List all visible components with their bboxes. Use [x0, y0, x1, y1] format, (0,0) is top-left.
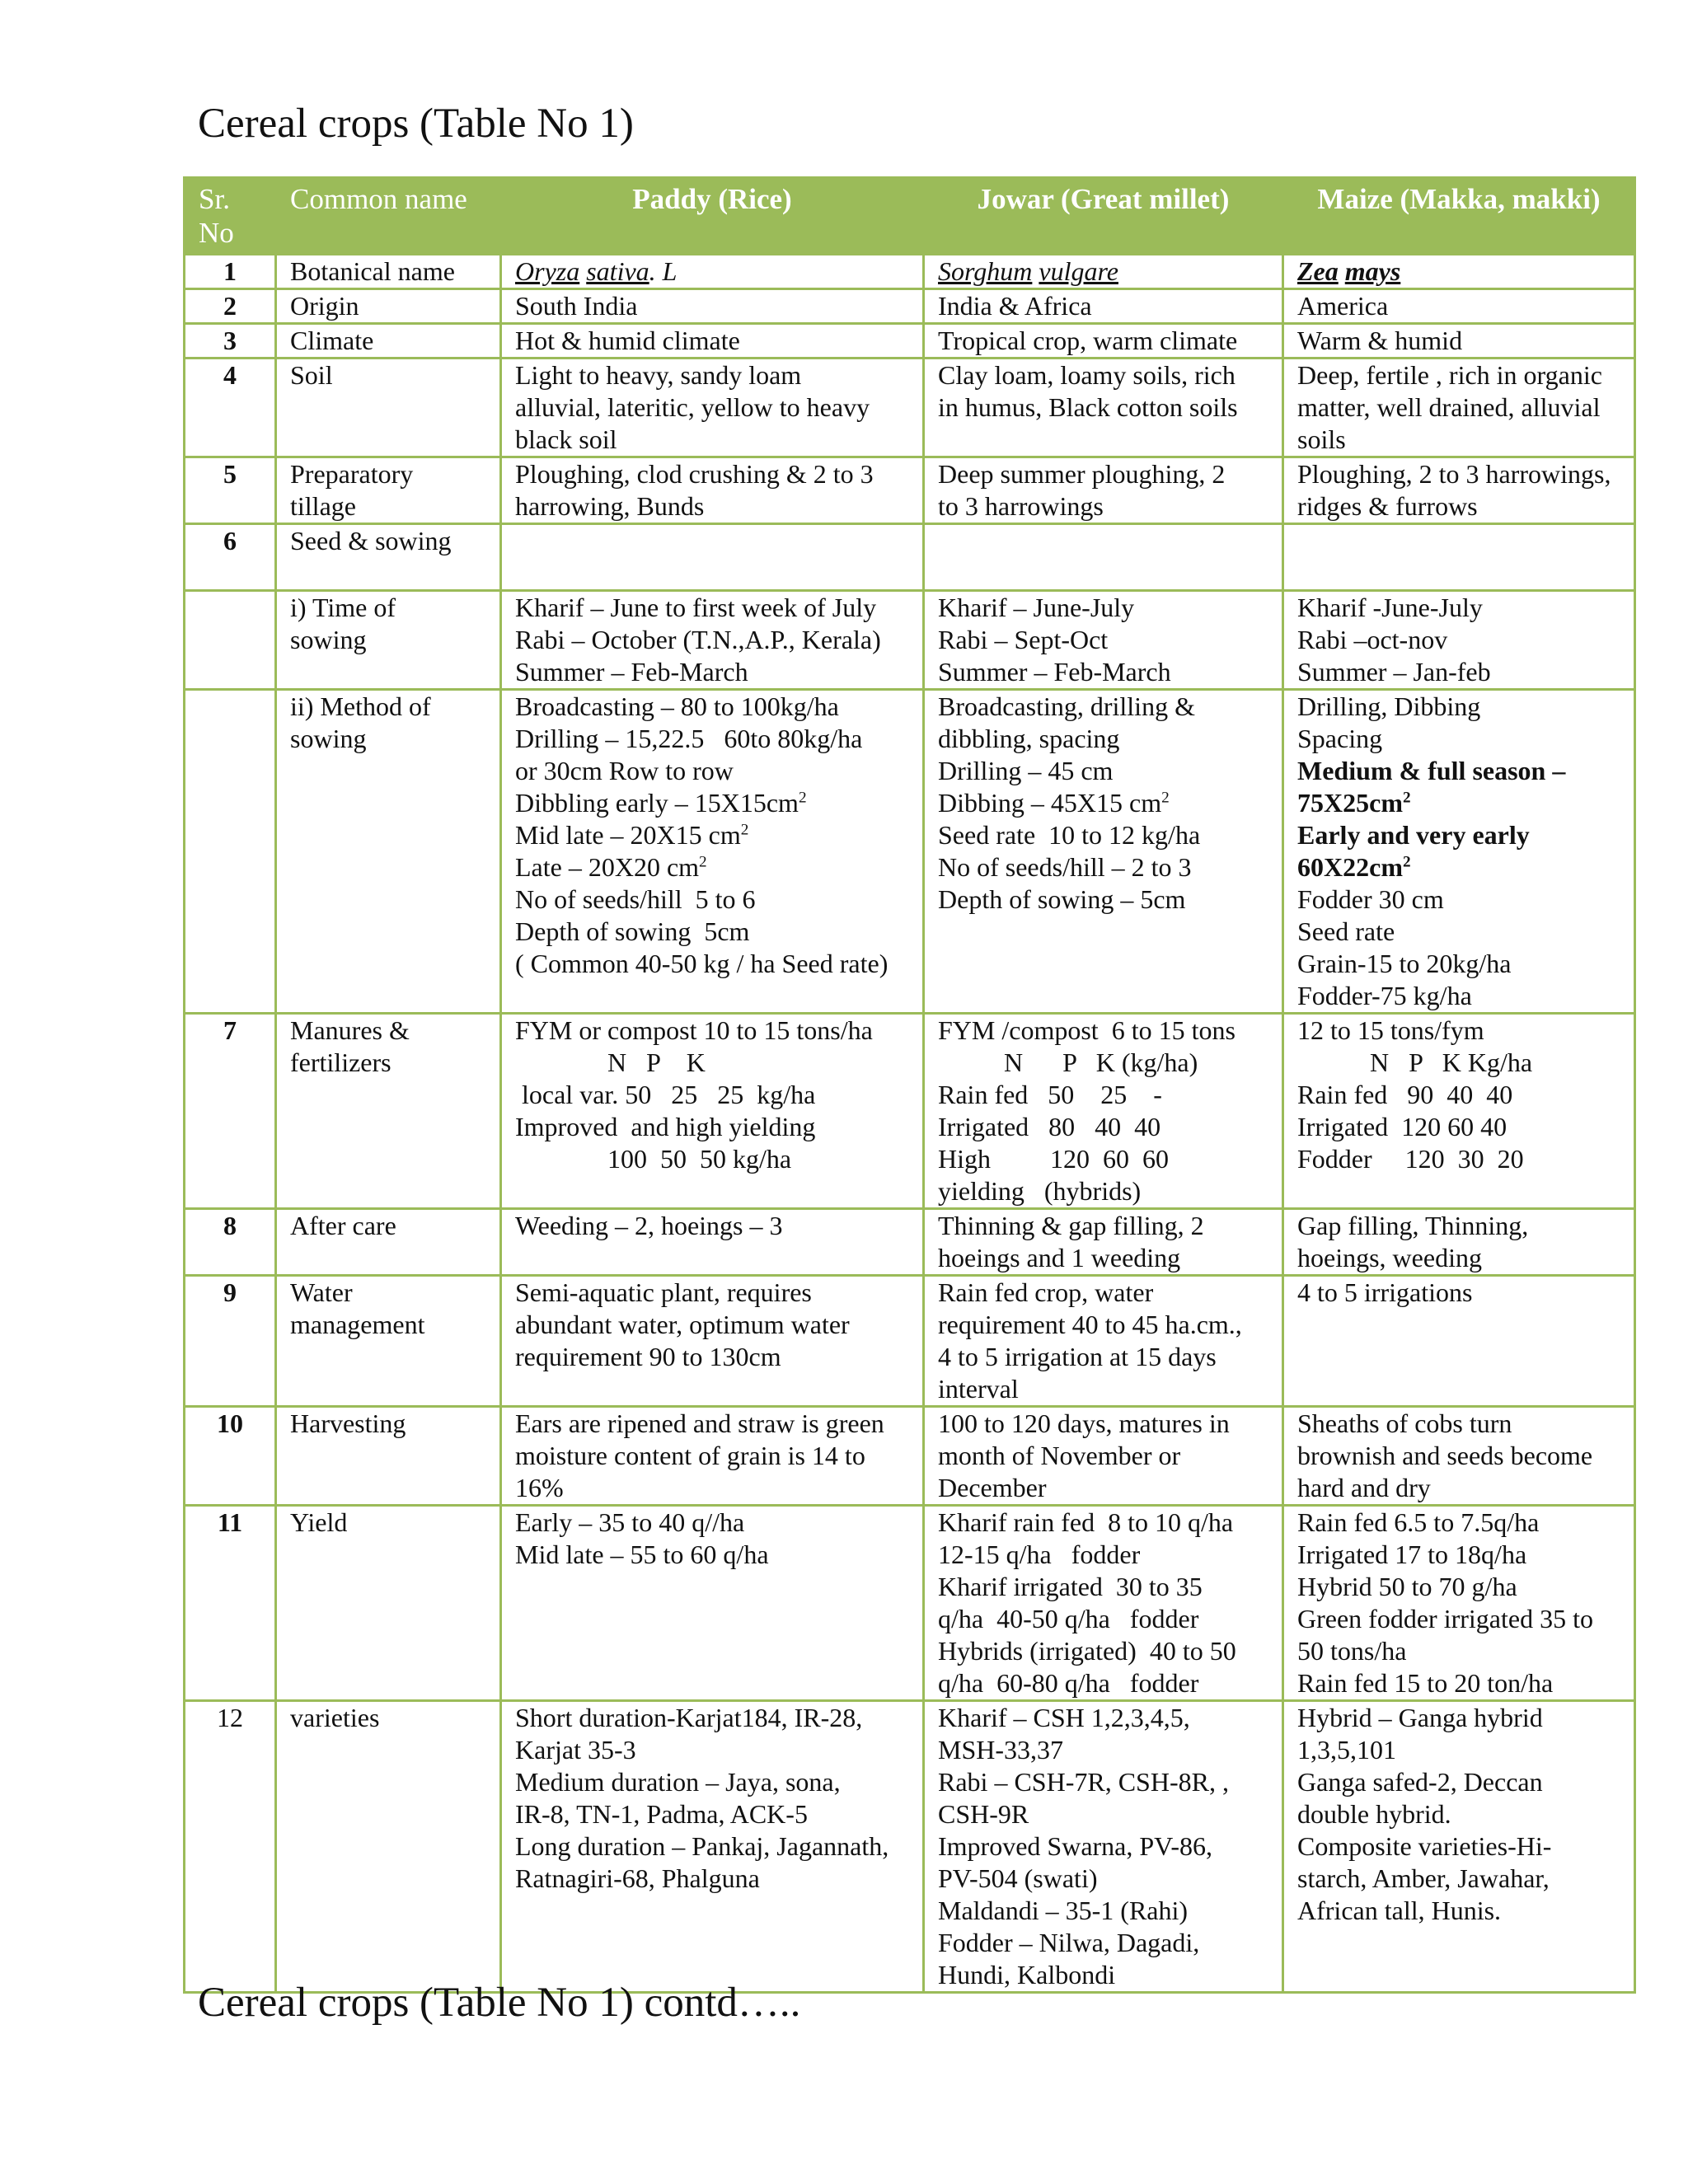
cell-line: management [290, 1310, 425, 1339]
row-number: 7 [185, 1014, 276, 1209]
cell-line: Karjat 35-3 [515, 1735, 636, 1765]
cell-line: N P K [515, 1047, 706, 1077]
cell-line: Gap filling, Thinning, [1297, 1211, 1529, 1240]
cell-line: Irrigated 80 40 40 [938, 1112, 1161, 1141]
cell-line: 1,3,5,101 [1297, 1735, 1396, 1765]
cell-line: sowing [290, 625, 367, 654]
row-label: Origin [276, 289, 501, 324]
cell-line: month of November or [938, 1441, 1181, 1470]
cell-line: Hybrid 50 to 70 g/ha [1297, 1572, 1517, 1601]
cell-line: Sheaths of cobs turn [1297, 1408, 1512, 1438]
cell-maize [1283, 1506, 1635, 1701]
cell-line: CSH-9R [938, 1799, 1029, 1829]
cell-jowar: Tropical crop, warm climate [924, 324, 1283, 359]
cell-line: Kharif rain fed 8 to 10 q/ha [938, 1507, 1234, 1537]
cell-maize [1283, 255, 1635, 289]
cell-line: Broadcasting – 80 to 100kg/ha [515, 691, 839, 721]
cell-line: Rain fed 90 40 40 [1297, 1080, 1513, 1109]
cell-line: dibbling, spacing [938, 724, 1120, 753]
superscript: 2 [1402, 789, 1411, 807]
row-number: 6 [185, 524, 276, 591]
page-title: Cereal crops (Table No 1) [198, 101, 634, 147]
row-label: After care [276, 1209, 501, 1276]
cell-line: matter, well drained, alluvial [1297, 392, 1601, 422]
cell-line: Rain fed 15 to 20 ton/ha [1297, 1668, 1554, 1698]
row-label: Seed & sowing [276, 524, 501, 591]
cell-line: yielding (hybrids) [938, 1176, 1142, 1206]
cell-line: Ploughing, clod crushing & 2 to 3 [515, 459, 874, 489]
header-paddy: Paddy (Rice) [501, 178, 924, 255]
cell-line: requirement 90 to 130cm [515, 1342, 781, 1371]
cell-line: starch, Amber, Jawahar, [1297, 1863, 1550, 1893]
cell-line: Medium & full season – [1297, 756, 1566, 785]
table-row [185, 457, 1635, 524]
cell-line: Summer – Feb-March [515, 657, 748, 687]
cell-line: tillage [290, 491, 356, 521]
row-label: varieties [276, 1701, 501, 1993]
cell-line: 100 50 50 kg/ha [515, 1144, 792, 1174]
cell-line: 4 to 5 irrigation at 15 days [938, 1342, 1217, 1371]
cell-maize [1283, 591, 1635, 690]
cell-line: No of seeds/hill – 2 to 3 [938, 852, 1192, 882]
row-label: Soil [276, 359, 501, 457]
cell-jowar [924, 1506, 1283, 1701]
cell-paddy: Hot & humid climate [501, 324, 924, 359]
cell-line: in humus, Black cotton soils [938, 392, 1238, 422]
cell-line: Spacing [1297, 724, 1383, 753]
cell-maize: America [1283, 289, 1635, 324]
cell-line: Composite varieties-Hi- [1297, 1831, 1552, 1861]
line-text: Mid late – 20X15 cm [515, 820, 741, 850]
cell-line: Drilling – 15,22.5 60to 80kg/ha [515, 724, 863, 753]
cell-maize: 4 to 5 irrigations [1283, 1276, 1635, 1407]
cell-line: Mid late – 55 to 60 q/ha [515, 1540, 769, 1569]
cell-maize [1283, 457, 1635, 524]
cell-line [515, 819, 909, 851]
cell-jowar [924, 1209, 1283, 1276]
cell-jowar [924, 457, 1283, 524]
cell-maize [1283, 524, 1635, 591]
table-row [185, 524, 1635, 591]
row-number: 2 [185, 289, 276, 324]
header-sr-no: Sr. No [185, 178, 276, 255]
cell-line: Rain fed 50 25 - [938, 1080, 1162, 1109]
row-number: 1 [185, 255, 276, 289]
line-text: 60X22cm [1297, 852, 1403, 882]
line-text: Late – 20X20 cm [515, 852, 700, 882]
cell-line: moisture content of grain is 14 to [515, 1441, 865, 1470]
cell-line: Hybrid – Ganga hybrid [1297, 1703, 1543, 1732]
cell-line: Irrigated 17 to 18q/ha [1297, 1540, 1527, 1569]
cell-line: Short duration-Karjat184, IR-28, [515, 1703, 863, 1732]
cell-maize [1283, 690, 1635, 1014]
cell-paddy [501, 591, 924, 690]
table-row [185, 1407, 1635, 1506]
cell-line: Depth of sowing 5cm [515, 916, 750, 946]
table-row [185, 1209, 1635, 1276]
row-label: Harvesting [276, 1407, 501, 1506]
cell-line: Manures & [290, 1015, 410, 1045]
cell-jowar [924, 1276, 1283, 1407]
cell-line: 12-15 q/ha fodder [938, 1540, 1141, 1569]
cell-line: High 120 60 60 [938, 1144, 1169, 1174]
cell-line: December [938, 1473, 1047, 1502]
table-row [185, 591, 1635, 690]
superscript: 2 [740, 821, 749, 839]
superscript: 2 [699, 853, 707, 871]
cell-line: Fodder 30 cm [1297, 884, 1444, 914]
cell-line: Early – 35 to 40 q//ha [515, 1507, 745, 1537]
row-label [276, 457, 501, 524]
row-label [276, 591, 501, 690]
cell-line: Deep, fertile , rich in organic [1297, 360, 1602, 390]
row-number: 11 [185, 1506, 276, 1701]
cell-line: Kharif – CSH 1,2,3,4,5, [938, 1703, 1190, 1732]
cell-line: Deep summer ploughing, 2 [938, 459, 1226, 489]
cell-line: Seed rate [1297, 916, 1395, 946]
cell-line: Summer – Jan-feb [1297, 657, 1491, 687]
row-number: 3 [185, 324, 276, 359]
line-text: Dibbing – 45X15 cm [938, 788, 1162, 818]
cell-line: Improved Swarna, PV-86, [938, 1831, 1212, 1861]
cell-line: Rain fed 6.5 to 7.5q/ha [1297, 1507, 1540, 1537]
cell-line: Ears are ripened and straw is green [515, 1408, 884, 1438]
cell-line [515, 851, 909, 883]
genus-text: Sorghum [938, 256, 1033, 286]
cell-line: Green fodder irrigated 35 to [1297, 1604, 1593, 1633]
table-row [185, 324, 1635, 359]
cell-paddy [501, 359, 924, 457]
cell-paddy: Weeding – 2, hoeings – 3 [501, 1209, 924, 1276]
cereal-crops-table [183, 176, 1636, 1994]
row-number [185, 591, 276, 690]
species-text: sativa [586, 256, 649, 286]
cell-maize [1283, 1014, 1635, 1209]
cell-jowar [924, 1014, 1283, 1209]
table-row [185, 1276, 1635, 1407]
cell-line: MSH-33,37 [938, 1735, 1064, 1765]
superscript: 2 [798, 789, 807, 807]
cell-line: double hybrid. [1297, 1799, 1451, 1829]
cell-line: Rabi –oct-nov [1297, 625, 1448, 654]
cell-line: African tall, Hunis. [1297, 1896, 1502, 1925]
cell-line: Rabi – October (T.N.,A.P., Kerala) [515, 625, 881, 654]
cell-line: abundant water, optimum water [515, 1310, 850, 1339]
cell-maize [1283, 1407, 1635, 1506]
species-text: vulgare [1039, 256, 1118, 286]
cell-line: hoeings, weeding [1297, 1243, 1482, 1272]
row-label: Yield [276, 1506, 501, 1701]
row-number [185, 690, 276, 1014]
cell-line: Depth of sowing – 5cm [938, 884, 1186, 914]
cell-line: Rain fed crop, water [938, 1277, 1154, 1307]
line-text: 75X25cm [1297, 788, 1403, 818]
table-row [185, 255, 1635, 289]
cell-jowar [924, 1407, 1283, 1506]
cell-jowar [924, 359, 1283, 457]
cell-paddy [501, 690, 924, 1014]
cell-line: Maldandi – 35-1 (Rahi) [938, 1896, 1189, 1925]
cell-line: Hundi, Kalbondi [938, 1960, 1116, 1990]
cell-line: Irrigated 120 60 40 [1297, 1112, 1507, 1141]
table-row [185, 1701, 1635, 1993]
cell-line: ( Common 40-50 kg / ha Seed rate) [515, 949, 889, 978]
cell-line: black soil [515, 424, 617, 454]
cell-line: Broadcasting, drilling & [938, 691, 1195, 721]
cell-line [515, 787, 909, 819]
cell-paddy [501, 1014, 924, 1209]
cell-paddy [501, 255, 924, 289]
cell-line: harrowing, Bunds [515, 491, 705, 521]
header-jowar: Jowar (Great millet) [924, 178, 1283, 255]
line-text: Dibbling early – 15X15cm [515, 788, 799, 818]
cell-line: sowing [290, 724, 367, 753]
cell-jowar: India & Africa [924, 289, 1283, 324]
cell-paddy [501, 1407, 924, 1506]
cell-line: q/ha 40-50 q/ha fodder [938, 1604, 1199, 1633]
row-label [276, 690, 501, 1014]
cell-paddy [501, 1701, 924, 1993]
cell-line: Fodder-75 kg/ha [1297, 981, 1472, 1010]
cell-line: i) Time of [290, 593, 396, 622]
cell-line: Preparatory [290, 459, 414, 489]
cell-line: N P K (kg/ha) [938, 1047, 1198, 1077]
cell-line: 16% [515, 1473, 564, 1502]
row-number: 4 [185, 359, 276, 457]
header-maize: Maize (Makka, makki) [1283, 178, 1635, 255]
cell-line: alluvial, lateritic, yellow to heavy [515, 392, 870, 422]
cell-line: Seed rate 10 to 12 kg/ha [938, 820, 1201, 850]
row-number: 5 [185, 457, 276, 524]
cell-line: q/ha 60-80 q/ha fodder [938, 1668, 1199, 1698]
cell-line: Light to heavy, sandy loam [515, 360, 802, 390]
cell-line: hoeings and 1 weeding [938, 1243, 1181, 1272]
cell-maize [1283, 1209, 1635, 1276]
cell-line: Water [290, 1277, 353, 1307]
cell-line: Hybrids (irrigated) 40 to 50 [938, 1636, 1236, 1666]
cell-line: Kharif irrigated 30 to 35 [938, 1572, 1203, 1601]
cell-line: Kharif – June to first week of July [515, 593, 877, 622]
cell-jowar [924, 591, 1283, 690]
cell-line [938, 787, 1268, 819]
cell-line: ridges & furrows [1297, 491, 1478, 521]
cell-line: Fodder – Nilwa, Dagadi, [938, 1928, 1200, 1957]
cell-line: or 30cm Row to row [515, 756, 734, 785]
cell-line: Kharif -June-July [1297, 593, 1483, 622]
cell-line: 100 to 120 days, matures in [938, 1408, 1230, 1438]
row-number: 8 [185, 1209, 276, 1276]
cell-line: Long duration – Pankaj, Jagannath, [515, 1831, 889, 1861]
cell-line: Clay loam, loamy soils, rich [938, 360, 1236, 390]
cell-line: N P K Kg/ha [1297, 1047, 1533, 1077]
row-number: 10 [185, 1407, 276, 1506]
header-common-name: Common name [276, 178, 501, 255]
cell-line: Kharif – June-July [938, 593, 1135, 622]
table-row [185, 289, 1635, 324]
cell-line: to 3 harrowings [938, 491, 1104, 521]
row-label: Climate [276, 324, 501, 359]
author-text: . L [649, 256, 678, 286]
cell-line [1297, 851, 1620, 883]
cell-line: Early and very early [1297, 820, 1530, 850]
cell-line: soils [1297, 424, 1346, 454]
row-number: 12 [185, 1701, 276, 1993]
cell-line: interval [938, 1374, 1019, 1404]
species-text: mays [1344, 256, 1401, 286]
table-row [185, 359, 1635, 457]
cell-maize: Warm & humid [1283, 324, 1635, 359]
row-label [276, 1276, 501, 1407]
cell-line: Fodder 120 30 20 [1297, 1144, 1524, 1174]
row-label: Botanical name [276, 255, 501, 289]
cell-line [1297, 787, 1620, 819]
table-row [185, 1014, 1635, 1209]
cell-line: hard and dry [1297, 1473, 1431, 1502]
superscript: 2 [1161, 789, 1170, 807]
cell-line: ii) Method of [290, 691, 431, 721]
cell-paddy: South India [501, 289, 924, 324]
cell-jowar [924, 1701, 1283, 1993]
row-label [276, 1014, 501, 1209]
space-text [1339, 256, 1345, 286]
cell-line: FYM or compost 10 to 15 tons/ha [515, 1015, 873, 1045]
cell-jowar [924, 255, 1283, 289]
cell-line: PV-504 (swati) [938, 1863, 1098, 1893]
cell-line: No of seeds/hill 5 to 6 [515, 884, 756, 914]
cell-paddy [501, 524, 924, 591]
cell-line: Medium duration – Jaya, sona, [515, 1767, 841, 1797]
cell-line: Grain-15 to 20kg/ha [1297, 949, 1512, 978]
cell-line: brownish and seeds become [1297, 1441, 1593, 1470]
cell-line: requirement 40 to 45 ha.cm., [938, 1310, 1242, 1339]
cell-paddy [501, 1506, 924, 1701]
cell-line: Ratnagiri-68, Phalguna [515, 1863, 760, 1893]
row-number: 9 [185, 1276, 276, 1407]
cell-line: Summer – Feb-March [938, 657, 1171, 687]
cell-line: Rabi – CSH-7R, CSH-8R, , [938, 1767, 1229, 1797]
cell-line: Drilling – 45 cm [938, 756, 1114, 785]
cell-line: IR-8, TN-1, Padma, ACK-5 [515, 1799, 808, 1829]
cell-paddy [501, 1276, 924, 1407]
cell-line: Semi-aquatic plant, requires [515, 1277, 812, 1307]
cell-line: Thinning & gap filling, 2 [938, 1211, 1204, 1240]
table-header-row [185, 178, 1635, 255]
cell-jowar [924, 690, 1283, 1014]
cell-line: Rabi – Sept-Oct [938, 625, 1109, 654]
superscript: 2 [1402, 853, 1411, 871]
genus-text: Zea [1297, 256, 1339, 286]
cell-maize [1283, 359, 1635, 457]
cell-line: FYM /compost 6 to 15 tons [938, 1015, 1236, 1045]
genus-text: Oryza [515, 256, 580, 286]
cell-paddy [501, 457, 924, 524]
table-row [185, 1506, 1635, 1701]
cell-line: Ganga safed-2, Deccan [1297, 1767, 1543, 1797]
cell-line: local var. 50 25 25 kg/ha [515, 1080, 816, 1109]
cell-maize [1283, 1701, 1635, 1993]
cell-line: 50 tons/ha [1297, 1636, 1407, 1666]
continued-title: Cereal crops (Table No 1) contd….. [198, 1980, 801, 2026]
cell-jowar [924, 524, 1283, 591]
cell-line: Improved and high yielding [515, 1112, 816, 1141]
cell-line: Ploughing, 2 to 3 harrowings, [1297, 459, 1611, 489]
cell-line: 12 to 15 tons/fym [1297, 1015, 1484, 1045]
table-row [185, 690, 1635, 1014]
cell-line: Drilling, Dibbing [1297, 691, 1481, 721]
cell-line: fertilizers [290, 1047, 392, 1077]
